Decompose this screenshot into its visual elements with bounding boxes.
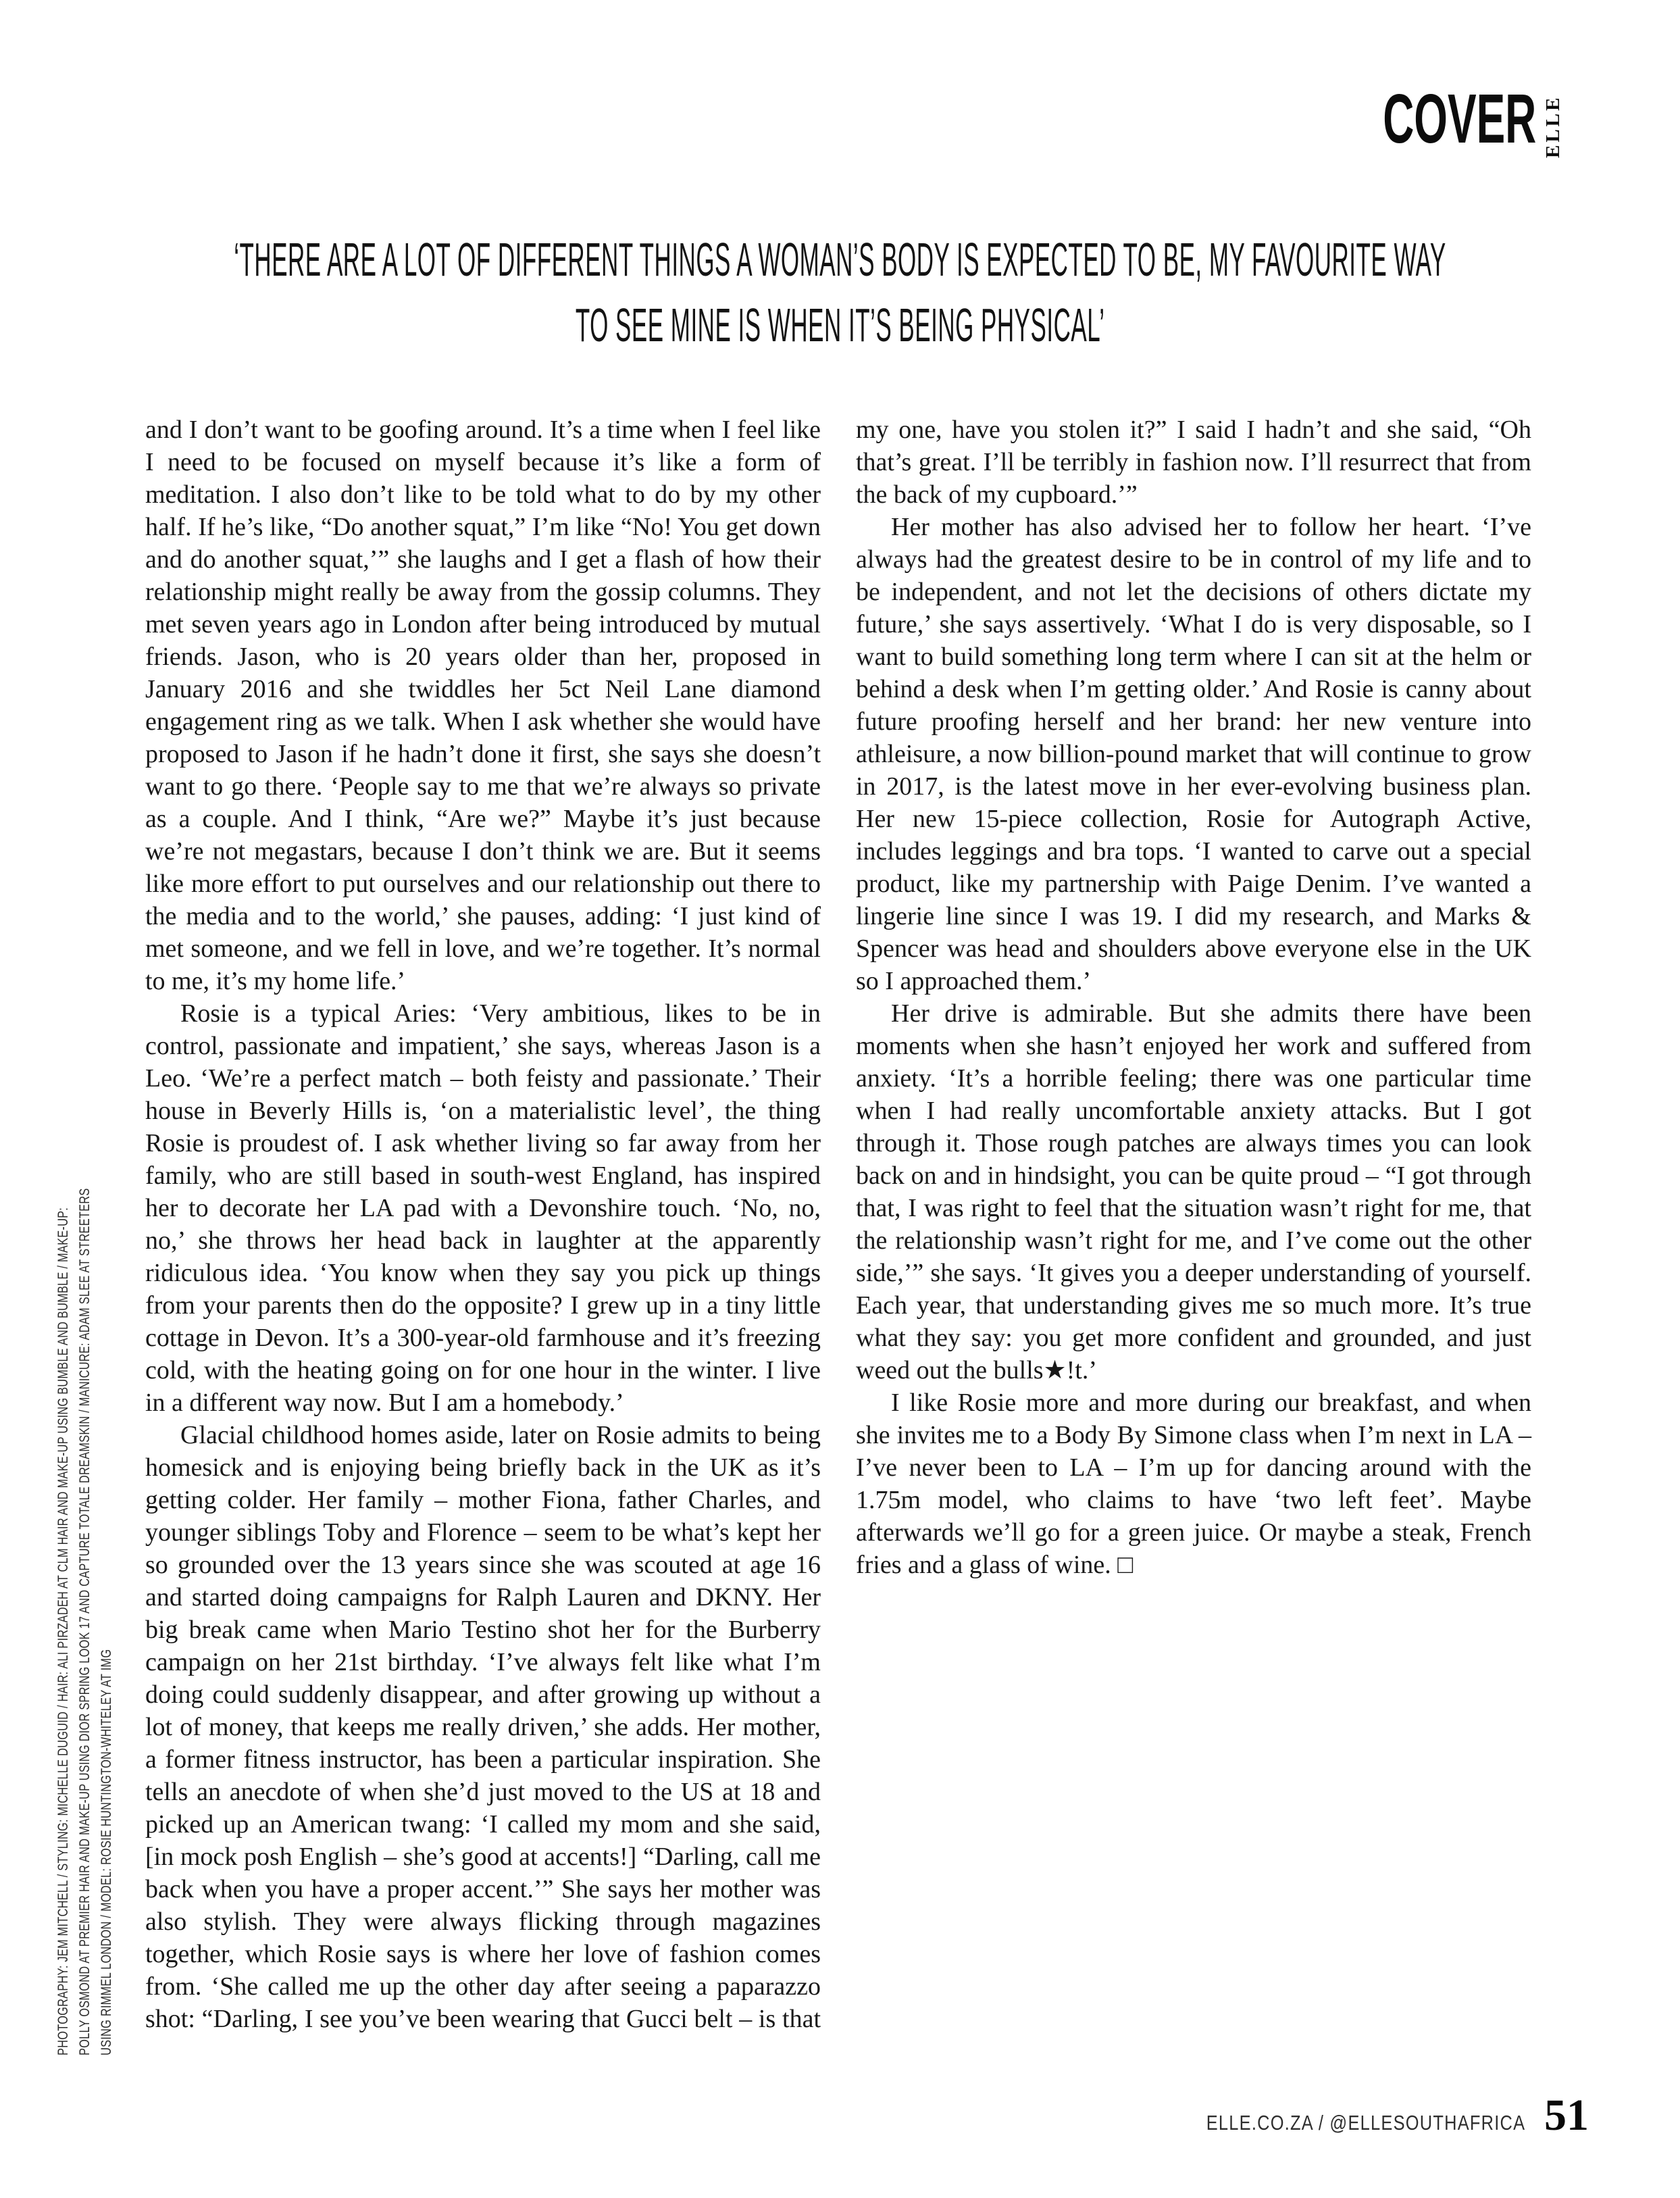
article-paragraph: and I don’t want to be goofing around. It’s a time when I feel like I need to be focused on myself because it’s like a form of meditation. I also don’t like to be told what to do by my other half. If he’s like, “Do another squat,” I’m like “No! You get down and do another squat,’” she laughs and I get a flash of how their relationship might really be away from the gossip columns. They met seven years ago in London after being introduced by mutual friends. Jason, who is 20 years older than her, proposed in January 2016 and she twiddles her 5ct Neil Lane diamond engagement ring as we talk. When I ask whether she would have proposed to Jason if he hadn’t done it first, she says she doesn’t want to go there. ‘People say to me that we’re always so private as a couple. And I think, “Are we?” Maybe it’s just because we’re not megastars, because I don’t think we are. But it seems like more effort to put ourselves and our relationship out there to the media and to the world,’ she pauses, adding: ‘I just kind of met someone, and we fell in love, and we’re together. It’s normal to me, it’s my home life.’	[145, 416, 821, 995]
credit-line: USING RIMMEL LONDON / MODEL: ROSIE HUNTINGTON-WHITELEY AT IMG	[99, 1649, 114, 2055]
page-footer	[1136, 2093, 1589, 2138]
article-paragraph: Rosie is a typical Aries: ‘Very ambitious, likes to be in control, passionate and impatient,’ she says, whereas Jason is a Leo. ‘We’re a perfect match – both feisty and passionate.’ Their house in Beverly Hills is, ‘on a materialistic level’, the thing Rosie is proudest of. I ask whether living so far away from her family, who are still based in south-west England, has inspired her to decorate her LA pad with a Devonshire touch. ‘No, no, no,’ she throws her head back in laughter at the apparently ridiculous idea. ‘You know when they say you pick up things from your parents then do the opposite? I grew up in a tiny little cottage in Devon. It’s a 300-year-old farmhouse and it’s freezing cold, with the heating going on for one hour in the winter. I live in a different way now. But I am a homebody.’	[145, 999, 821, 1417]
cover-wordmark: COVER	[1382, 80, 1536, 157]
site-social-label: ELLE.CO.ZA / @ELLESOUTHAFRICA	[1206, 2111, 1525, 2134]
article-paragraph: Her drive is admirable. But she admits there have been moments when she hasn’t enjoyed her work and suffered from anxiety. ‘It’s a horrible feeling; there was one particular time when I had really uncomfortable anxiety attacks. But I got through it. Those rough patches are always times you can look back on and in hindsight, you can be quite proud – “I got through that, I was right to feel that the situation wasn’t right for me, that the relationship wasn’t right for me, and I’ve come out the other side,’” she says. ‘It gives you a deeper understanding of yourself. Each year, that understanding gives me so much more. It’s true what they say: you get more confident and grounded, and just weed out the bulls★!t.’	[856, 999, 1531, 1384]
photo-credits-lines	[53, 1169, 119, 2055]
credit-line: PHOTOGRAPHY: JEM MITCHELL / STYLING: MICHELLE DUGUID / HAIR: ALI PIRZADEH AT CLM HAIR AND MAKE-UP USING BUMBLE AND BUMBLE / MAKE-UP:	[55, 1207, 71, 2055]
cover-logo	[1289, 80, 1536, 157]
credit-line: POLLY OSMOND AT PREMIER HAIR AND MAKE-UP USING DIOR SPRING LOOK 17 AND CAPTURE TOTALE DREAMSKIN / MANICURE: ADAM SLEE AT STREETERS	[77, 1188, 93, 2055]
page-number: 51	[1544, 2091, 1589, 2140]
pull-quote-headline	[0, 227, 1680, 358]
article-paragraph: Glacial childhood homes aside, later on Rosie admits to being homesick and is enjoying being briefly back in the UK as it’s getting colder. Her family – mother Fiona, father Charles, and younger siblings Toby and Florence – seem to be what’s kept her so grounded over the 13 years since she was scouted at age 16 and started doing campaigns for Ralph Lauren and DKNY. Her big break came when Mario Testino shot her for the Burberry campaign on her 21st birthday. ‘I’ve always felt like what I’m doing could suddenly disappear, and after growing up without a lot of money, that keeps me really driven,’ she adds. Her mother, a former fitness instructor, has been a particular inspiration. She tells an anecdote of when she’d just moved to the US at 18 and picked up an American twang: ‘I called my mom and she said, [in mock posh English – she’s good at accents!] “Darling, call me back when you have a proper accent.’” She says her mother was also stylish. They were always flicking through magazines together, which Rosie says is where her love of fashion comes from. ‘She called me up the other day after seeing a paparazzo shot: “Darling, I see you’ve been wearing that Gucci belt – is that my one, have you stolen it?” I said I hadn’t and she said, “Oh that’s great. I’ll be terribly in fashion now. I’ll resurrect that from the back of my cupboard.’”	[145, 416, 1531, 2033]
article-paragraph: I like Rosie more and more during our breakfast, and when she invites me to a Body By Simone class when I’m next in LA – I’ve never been to LA – I’m up for dancing around with the 1.75m model, who claims to have ‘two left feet’. Maybe afterwards we’ll go for a green juice. Or maybe a steak, French fries and a glass of wine. □	[856, 1389, 1531, 1579]
headline-line-2: TO SEE MINE IS WHEN IT’S BEING PHYSICAL’	[575, 299, 1105, 351]
photo-credits-vertical	[53, 919, 119, 2055]
elle-logo-vertical: ELLE	[1542, 95, 1564, 158]
article-paragraph: Her mother has also advised her to follow her heart. ‘I’ve always had the greatest desire to be in control of my life and to be independent, and not let the decisions of others dictate my future,’ she says assertively. ‘What I do is very disposable, so I want to build something long term where I can sit at the helm or behind a desk when I’m getting older.’ And Rosie is canny about future proofing herself and her brand: her new venture into athleisure, a now billion-pound market that will continue to grow in 2017, is the latest move in her ever-evolving business plan. Her new 15-piece collection, Rosie for Autograph Active, includes leggings and bra tops. ‘I wanted to carve out a special product, like my partnership with Paige Denim. I’ve wanted a lingerie line since I was 19. I did my research, and Marks & Spencer was head and shoulders above everyone else in the UK so I approached them.’	[856, 513, 1531, 995]
headline-line-1: ‘THERE ARE A LOT OF DIFFERENT THINGS A WOMAN’S BODY IS EXPECTED TO BE, MY FAVOURITE WAY	[234, 233, 1446, 286]
article-columns	[145, 414, 1531, 2035]
